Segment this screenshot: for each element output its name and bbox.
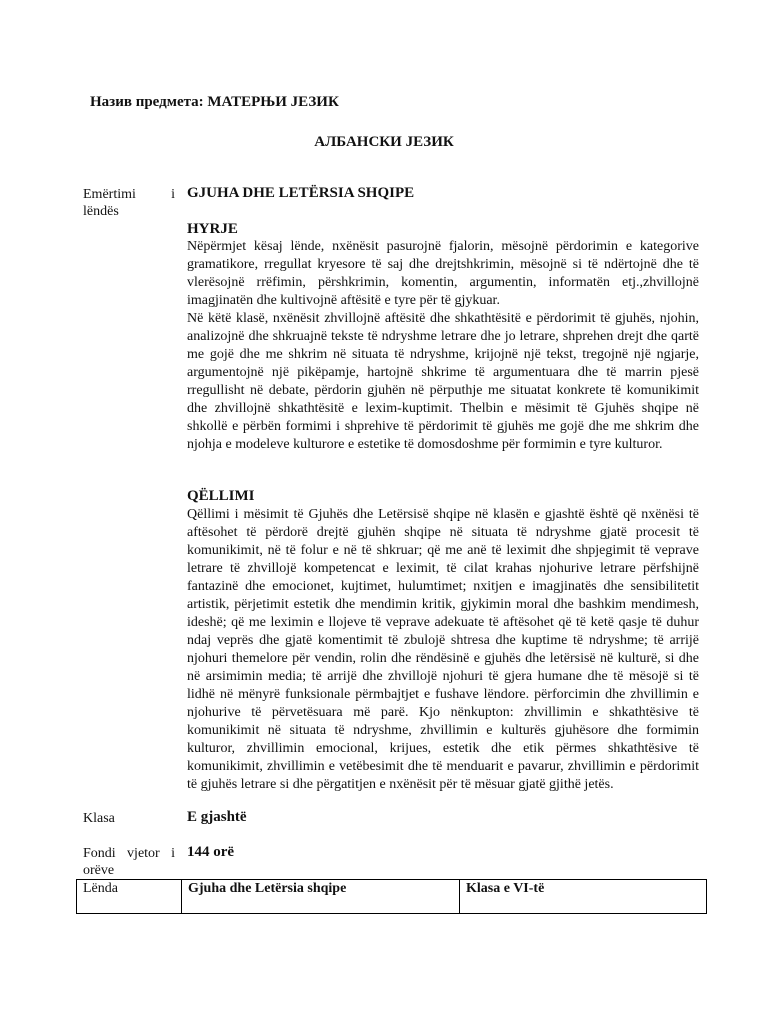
annual-hours-value: 144 orë bbox=[187, 844, 235, 860]
subject-header: Назив предмета: МАТЕРЊИ ЈЕЗИК bbox=[90, 94, 339, 110]
class-label: Klasa bbox=[83, 811, 115, 826]
subject-name: GJUHA DHE LETËRSIA SHQIPE bbox=[187, 185, 415, 201]
table-cell-class: Klasa e VI-të bbox=[460, 880, 707, 914]
table-cell-subject-name: Gjuha dhe Letërsia shqipe bbox=[182, 880, 460, 914]
annual-hours-label: Fondi vjetor i orëve bbox=[83, 846, 175, 878]
class-value: E gjashtë bbox=[187, 809, 247, 825]
subject-label: Emërtimi i lëndës bbox=[83, 187, 175, 219]
language-title: АЛБАНСКИ ЈЕЗИК bbox=[314, 134, 454, 150]
intro-paragraph: Në këtë klasë, nxënësit zhvillojnë aftësitë dhe shkathtësitë e përdorimit të gjuhës, njohin, analizojnë dhe shkruajnë tekste të ndryshme letrare dhe jo letrare, shprehen drejt dhe qartë me gojë dhe me shkrim në situata të ndryshme, krijojnë një tekst, tregojnë një ngjarje, argumentojnë një pikëpamje, hartojnë shkrime të argumentuara dhe të marrin pjesë rregullisht në debate, përdorin gjuhën në përputhje me situatat konkrete të komunikimit dhe zhvillojnë shkathtësitë e lexim-kuptimit. Thelbin e mësimit të Gjuhës shqipe në shkollë e përbën formimi i shprehive të përdorimit të gjuhës me gojë dhe me shkrim dhe njohja e modeleve kulturore e estetike të domosdoshme për formimin e tyre kulturor. bbox=[187, 311, 699, 452]
intro-paragraph: Nëpërmjet kësaj lënde, nxënësit pasurojnë fjalorin, mësojnë përdorimin e kategorive gramatikore, rregullat kryesore të saj dhe drejtshkrimin, mësojnë si të ndërtojnë dhe të vlerësojnë rrëfimin, përshkrimin, komentin, argumentin, informatën etj.,zhvillojnë imagjinatën dhe kultivojnë aftësitë e tyre për të gjykuar. bbox=[187, 239, 699, 308]
intro-body bbox=[187, 238, 699, 454]
goal-heading: QËLLIMI bbox=[187, 488, 255, 504]
table-cell-subject-label: Lënda bbox=[77, 880, 182, 914]
goal-body: Qëllimi i mësimit të Gjuhës dhe Letërsisë shqipe në klasën e gjashtë është që nxënësi të aftësohet të përdorë drejtë gjuhën shqipe në situata të ndryshme gjatë procesit të komunikimit, në të folur e në të shkruar; që me anë të leximit dhe shpjegimit të veprave letrare të zhvillojë kompetencat e leximit, të cilat krahas njohurive letrare përfshijnë fantazinë dhe emocionet, kujtimet, hulumtimet; nxitjen e imagjinatës dhe sensibilitetit artistik, përjetimit estetik dhe mendimin kritik, gjykimin moral dhe bashkim mendimesh, ideshë; që me leximin e llojeve të veprave adekuate të aftësohet që të ketë qasje të duhur ndaj veprës dhe gjatë komentimit të zbulojë shtresa dhe kuptime të ndryshme; të arrijë njohuri themelore për vendin, rolin dhe rëndësinë e gjuhës dhe letërsisë në kulturë, si dhe në arsimimin media; të arrijë dhe zhvillojë njohuri të gjera humane dhe të mësojë si të lidhë në mënyrë funksionale përmbajtjet e fushave lëndore. përforcimin dhe zhvillimin e njohurive të përvetësuara më parë. Kjo nënkupton: zhvillimin e shkathtësive të komunikimit në situata të ndryshme, zhvillimin e kulturës gjuhësore dhe formimin kulturor, zhvillimin emocional, krijues, estetik dhe etik përmes shkathtësive të komunikimit, zhvillimin e vetëbesimit dhe të menduarit e pavarur, zhvillimin e përdorimit të gjuhës letrare si dhe përgatitjen e nxënësit për të mësuar gjatë gjithë jetës. bbox=[187, 507, 699, 792]
subject-info-table bbox=[76, 879, 707, 914]
intro-heading: HYRJE bbox=[187, 221, 238, 237]
table-row bbox=[77, 880, 707, 914]
